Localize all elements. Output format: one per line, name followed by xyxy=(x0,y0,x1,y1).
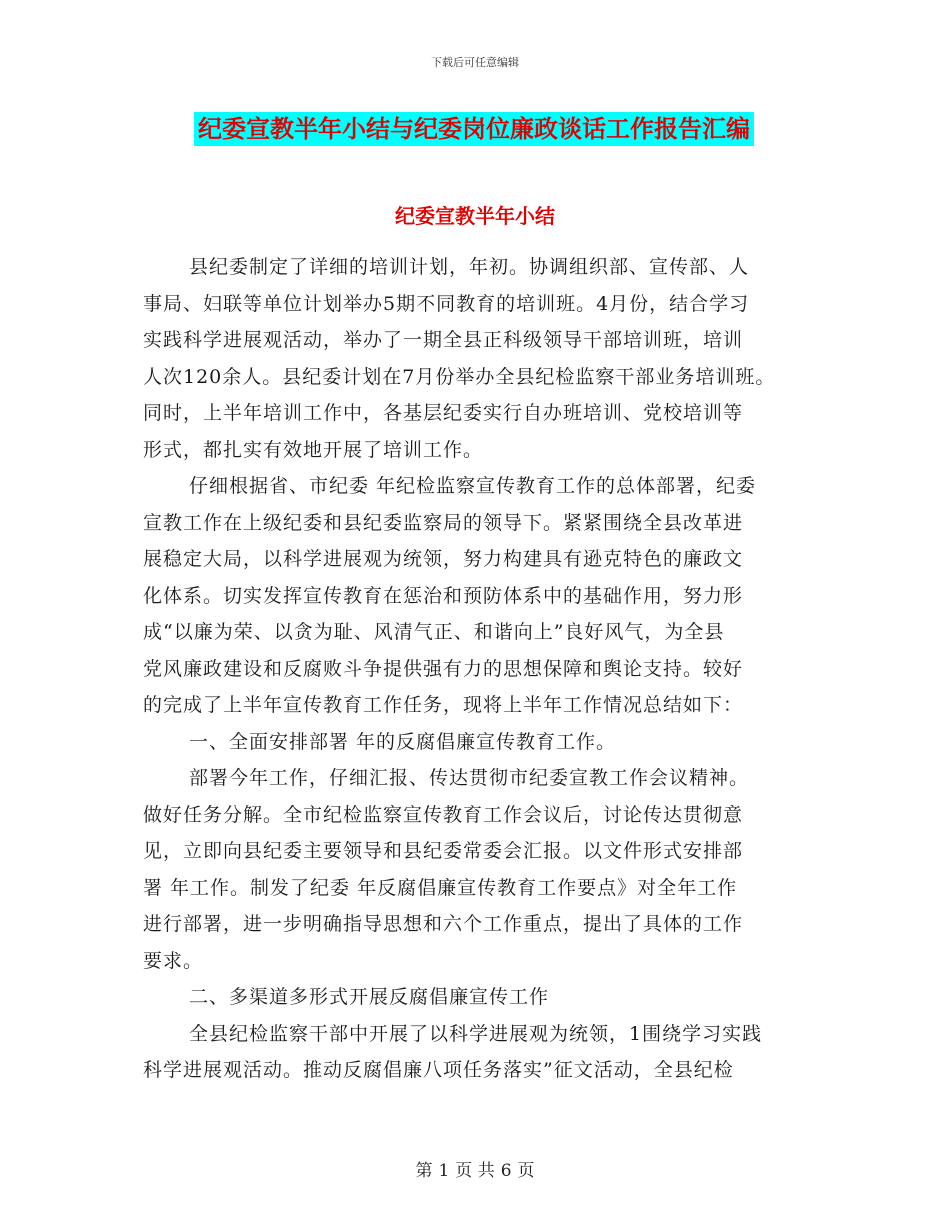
text-line: 事局、妇联等单位计划举办5期不同教育的培训班。4月份，结合学习 xyxy=(143,292,750,315)
text-line: 党风廉政建设和反腐败斗争提供强有力的思想保障和舆论支持。较好 xyxy=(143,657,744,680)
text-line: 要求。 xyxy=(143,949,204,972)
text-line: 做好任务分解。全市纪检监察宣传教育工作会议后，讨论传达贯彻意 xyxy=(143,803,744,826)
text-line: 同时，上半年培训工作中，各基层纪委实行自办班培训、党校培训等 xyxy=(143,402,744,424)
text-line: 见，立即向县纪委主要领导和县纪委常委会汇报。以文件形式安排部 xyxy=(143,840,744,862)
text-line: 仔细根据省、市纪委 年纪检监察宣传教育工作的总体部署，纪委 xyxy=(189,475,757,497)
footer-mid: 页 共 xyxy=(455,1161,495,1181)
text-line: 人次120余人。县纪委计划在7月份举办全县纪检监察干部业务培训班。 xyxy=(143,365,776,388)
page-footer xyxy=(0,1156,950,1181)
text-line: 展稳定大局，以科学进展观为统领，努力构建具有逊克特色的廉政文 xyxy=(143,548,744,570)
text-line: 成“以廉为荣、以贪为耻、风清气正、和谐向上”良好风气，为全县 xyxy=(143,621,725,643)
text-line: 二、多渠道多形式开展反腐倡廉宣传工作 xyxy=(189,986,550,1008)
header-note: 下载后可任意编辑 xyxy=(431,56,519,69)
text-line: 部署今年工作，仔细汇报、传达贯彻市纪委宣教工作会议精神。 xyxy=(189,767,750,789)
section-title: 纪委宣教半年小结 xyxy=(395,204,555,228)
body-text xyxy=(143,249,823,1089)
text-line: 县纪委制定了详细的培训计划，年初。协调组织部、宣传部、人 xyxy=(189,256,750,278)
footer-suffix: 页 xyxy=(517,1161,535,1181)
document-title: 纪委宣教半年小结与纪委岗位廉政谈话工作报告汇编 xyxy=(194,112,754,146)
text-line: 全县纪检监察干部中开展了以科学进展观为统领，1围绕学习实践 xyxy=(189,1022,763,1045)
text-line: 形式，都扎实有效地开展了培训工作。 xyxy=(143,438,484,461)
current-page-number: 1 xyxy=(438,1161,450,1181)
text-line: 实践科学进展观活动，举办了一期全县正科级领导干部培训班，培训 xyxy=(143,329,744,351)
text-line: 化体系。切实发挥宣传教育在惩治和预防体系中的基础作用，努力形 xyxy=(143,584,744,607)
total-pages: 6 xyxy=(500,1161,512,1181)
text-line: 进行部署，进一步明确指导思想和六个工作重点，提出了具体的工作 xyxy=(143,913,744,935)
text-line: 科学进展观活动。推动反腐倡廉八项任务落实”征文活动，全县纪检 xyxy=(143,1059,734,1081)
footer-prefix: 第 xyxy=(415,1161,433,1181)
text-line: 一、全面安排部署 年的反腐倡廉宣传教育工作。 xyxy=(189,730,617,753)
text-line: 宣教工作在上级纪委和县纪委监察局的领导下。紧紧围绕全县改革进 xyxy=(143,511,744,534)
text-line: 署 年工作。制发了纪委 年反腐倡廉宣传教育工作要点》对全年工作 xyxy=(143,876,738,899)
text-line: 的完成了上半年宣传教育工作任务，现将上半年工作情况总结如下： xyxy=(143,694,744,716)
